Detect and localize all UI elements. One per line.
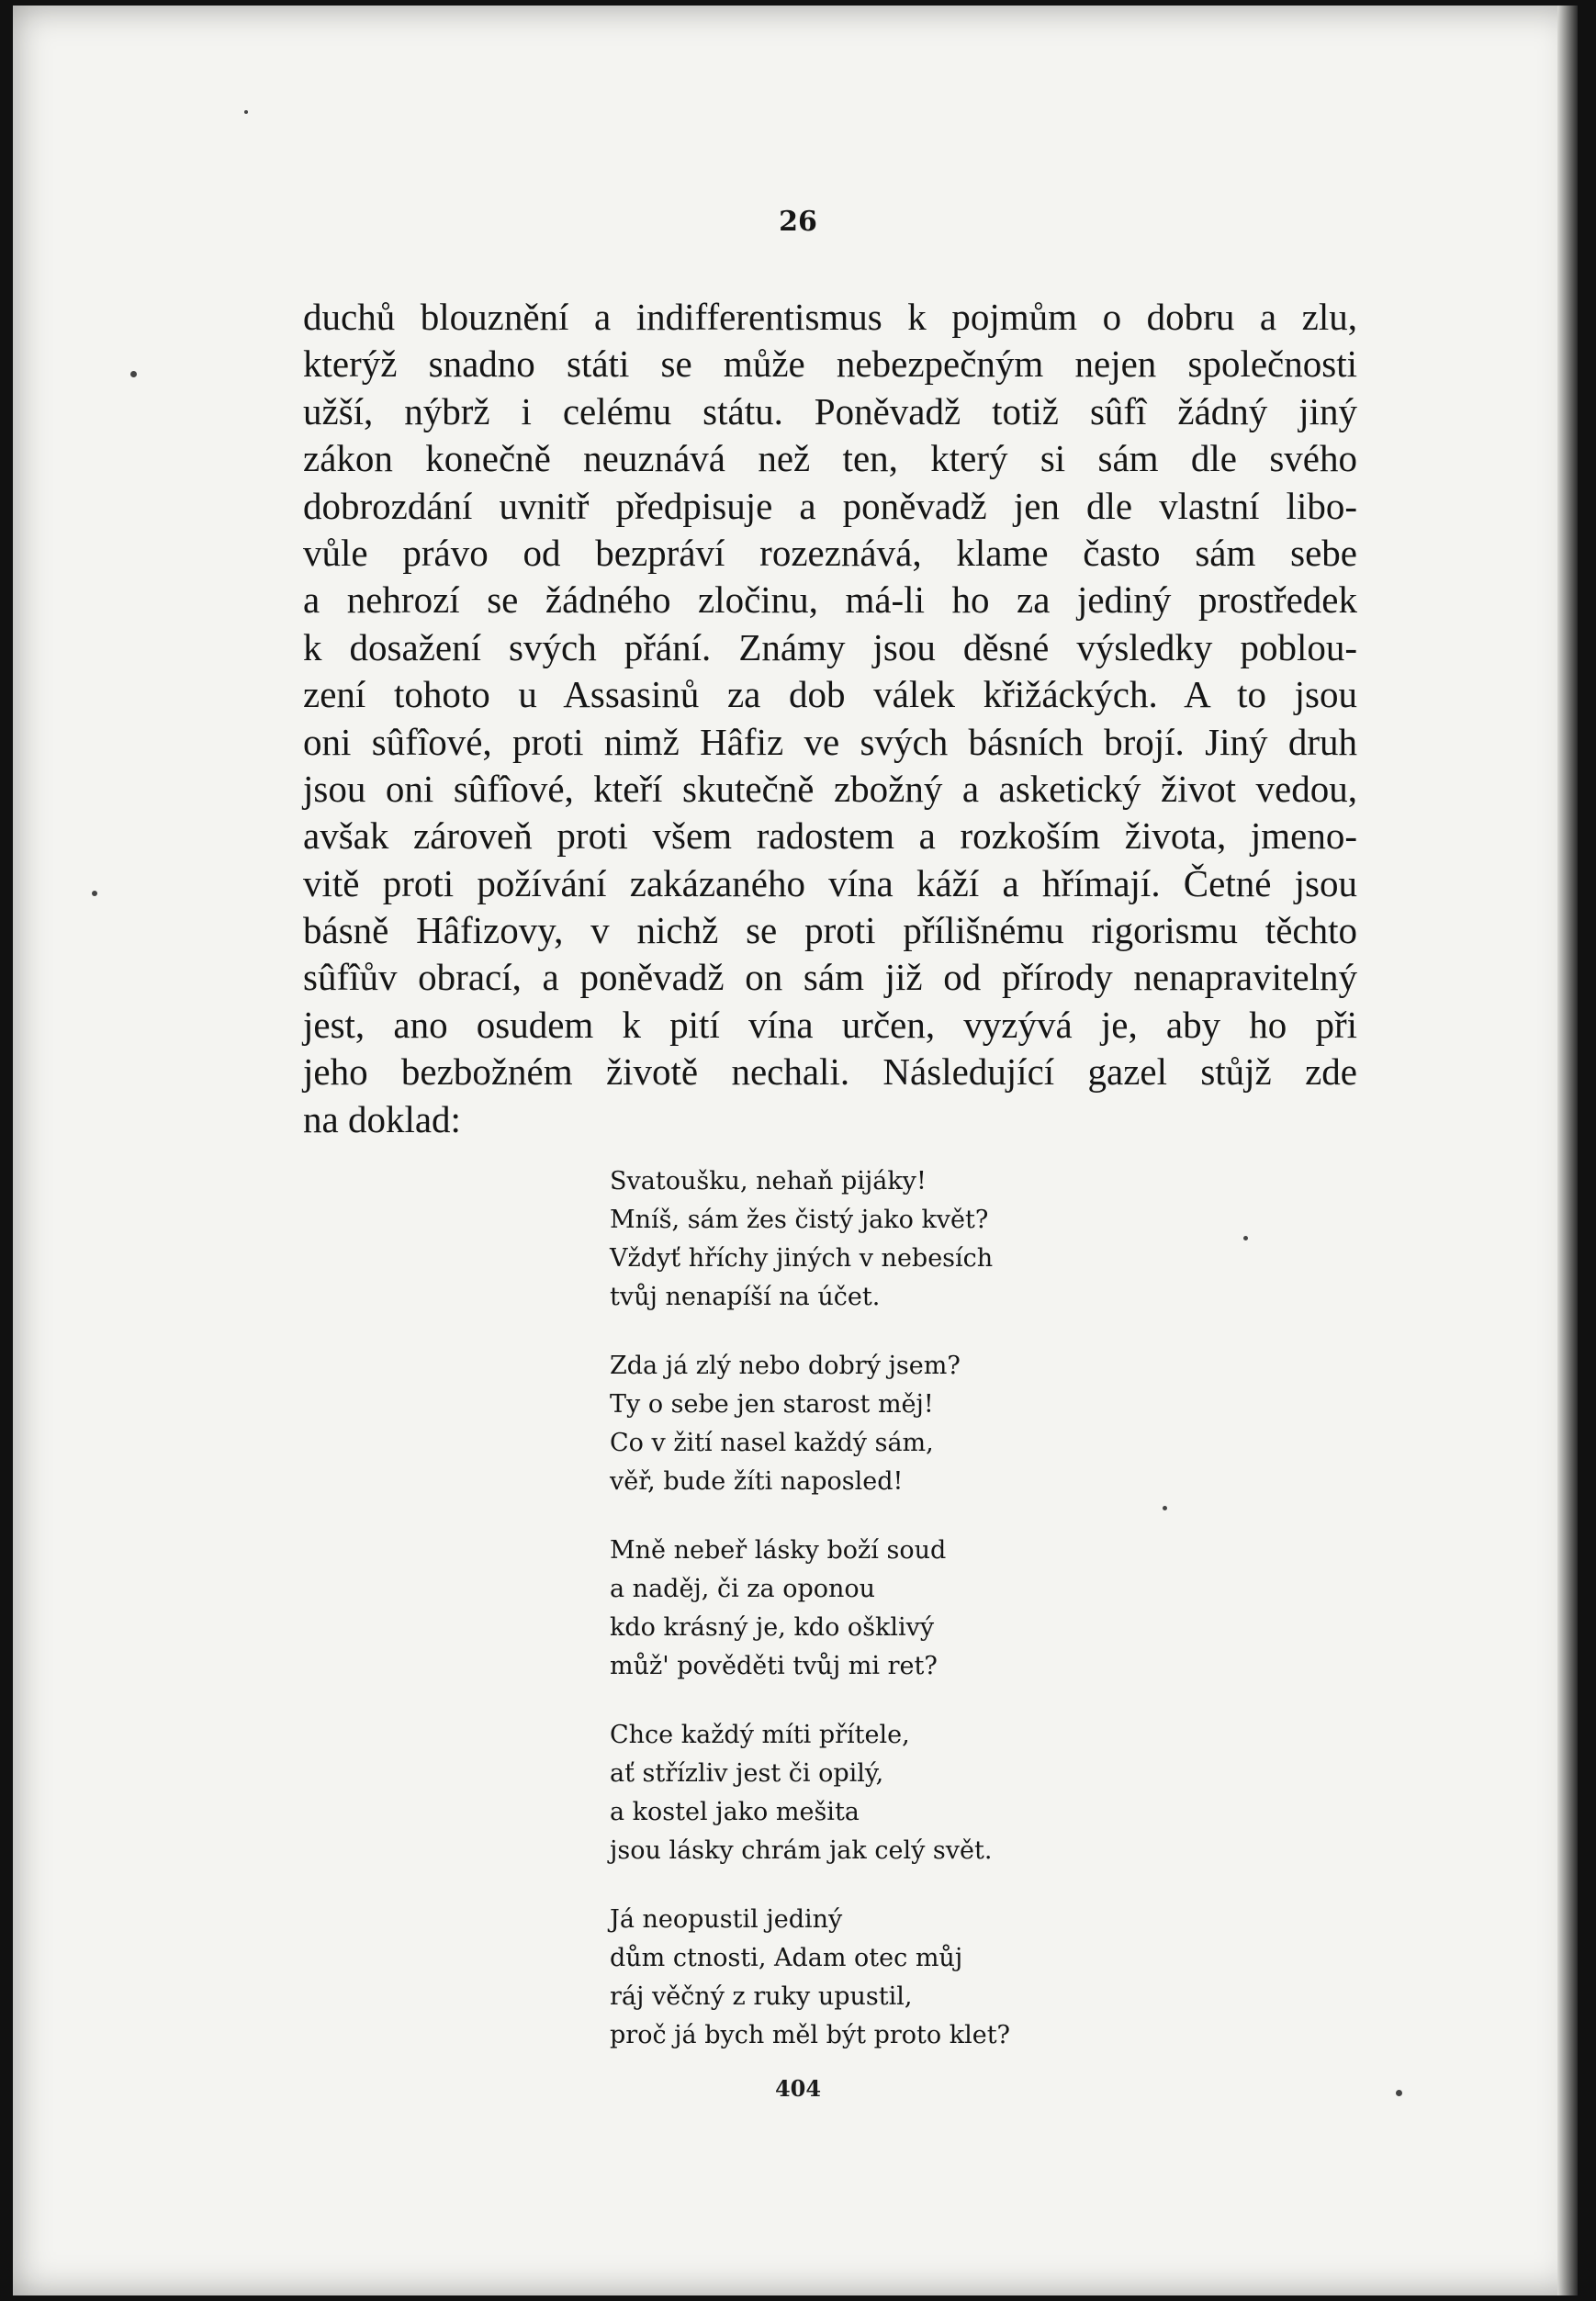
scan-speck [1163,1506,1167,1510]
scan-speck [244,110,248,114]
poem-line: tvůj nenapíší na účet. [610,1283,881,1311]
text-line: na doklad: [303,1097,461,1140]
text-line: sûfîův obrací, a poněvadž on sám již od přírody nenapravitelný [303,956,1357,999]
poem-line: a kostel jako mešita [610,1798,860,1826]
text-line: k dosažení svých přání. Známy jsou děsné výsledky poblou- [303,625,1357,668]
printer-signature-mark: 404 [774,2075,822,2102]
poem-line: ať střízliv jest či opilý, [610,1759,884,1788]
page-number: 26 [779,206,817,238]
text-line: užší, nýbrž i celému státu. Poněvadž totiž sûfî žádný jiný [303,389,1357,432]
poem-line: Co v žití nasel každý sám, [610,1429,934,1457]
scan-speck [92,891,97,896]
poem-line: a naděj, či za oponou [610,1575,876,1603]
text-line: vitě proti požívání zakázaného vína káží a hřímají. Četné jsou [303,861,1357,904]
poem-line: Ty o sebe jen starost měj! [610,1390,934,1419]
poem-line: kdo krásný je, kdo ošklivý [610,1613,935,1642]
poem-line: dům ctnosti, Adam otec můj [610,1944,963,1972]
poem-stanza [610,1532,1124,1686]
poem-line: Mně nebeř lásky boží soud [610,1536,947,1565]
poem-line: jsou lásky chrám jak celý svět. [610,1836,993,1865]
text-line: jeho bezbožném životě nechali. Následující gazel stůjž zde [303,1050,1357,1094]
page-edge-shadow [1557,6,1578,2295]
text-line: kterýž snadno státi se může nebezpečným nejen společnosti [303,342,1357,386]
poem-line: Já neopustil jediný [610,1905,843,1934]
poem-line: můž' pověděti tvůj mi ret? [610,1652,938,1680]
scan-speck [1396,2090,1402,2096]
text-line: zákon konečně neuznává než ten, který si sám dle svého [303,437,1357,480]
body-paragraph [303,294,1357,1143]
text-line: zení tohoto u Assasinů za dob válek křižáckých. A to jsou [303,673,1357,716]
text-line: avšak zároveň proti všem radostem a rozkoším života, jmeno- [303,814,1357,858]
text-line: vůle právo od bezpráví rozeznává, klame často sám sebe [303,531,1357,574]
poem-line: proč já bych měl být proto klet? [610,2021,1011,2049]
text-line: duchů blouznění a indifferentismus k pojmům o dobru a zlu, [303,296,1357,338]
poem-line: Svatoušku, nehaň pijáky! [610,1167,927,1195]
text-line: a nehrozí se žádného zločinu, má-li ho za jediný prostředek [303,578,1357,622]
poem-gazel [610,1162,1124,2085]
poem-line: Mníš, sám žes čistý jako květ? [610,1206,989,1234]
poem-line: ráj věčný z ruky upustil, [610,1982,913,2011]
poem-line: Vždyť hříchy jiných v nebesích [610,1244,994,1273]
poem-line: Zda já zlý nebo dobrý jsem? [610,1352,961,1380]
scan-speck [1243,1236,1248,1240]
text-line: oni sûfîové, proti nimž Hâfiz ve svých básních brojí. Jiný druh [303,720,1357,763]
poem-stanza [610,1901,1124,2055]
text-line: jsou oni sûfîové, kteří skutečně zbožný a asketický život vedou, [303,767,1357,810]
poem-stanza [610,1716,1124,1870]
poem-stanza [610,1162,1124,1317]
scan-speck [130,371,137,377]
text-line: jest, ano osudem k pití vína určen, vyzývá je, aby ho při [303,1003,1357,1046]
poem-line: věř, bude žíti naposled! [610,1467,904,1496]
poem-line: Chce každý míti přítele, [610,1721,910,1749]
text-line: básně Hâfizovy, v nichž se proti přílišnému rigorismu těchto [303,909,1357,952]
text-line: dobrozdání uvnitř předpisuje a poněvadž jen dle vlastní libo- [303,484,1357,527]
poem-stanza [610,1347,1124,1501]
